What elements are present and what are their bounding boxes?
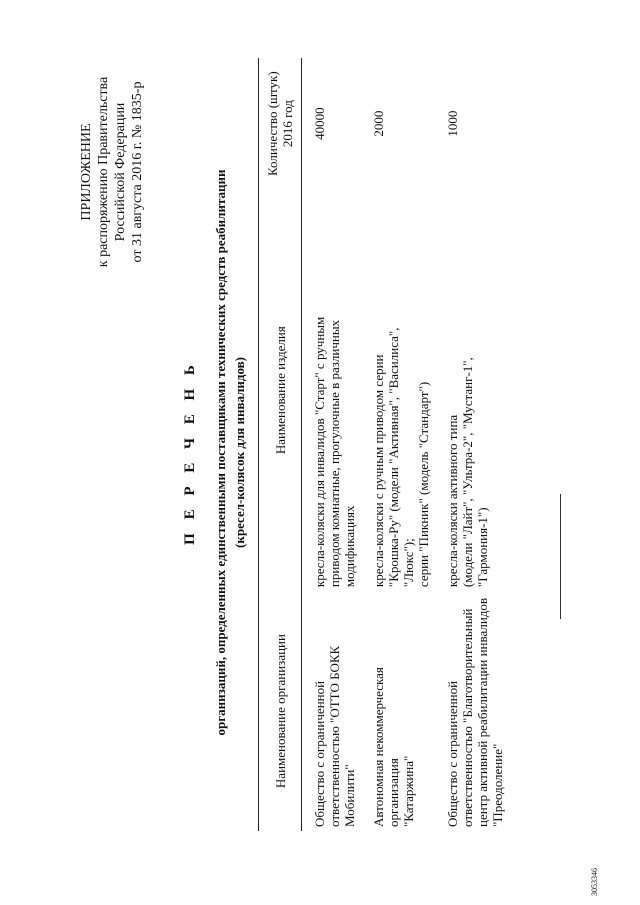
product-line: приводом комнатные, прогулочные в различных (327, 319, 342, 588)
header-qty (259, 58, 302, 189)
qty-cell: 2000 (371, 110, 386, 137)
product-line: "Люкс"); (401, 538, 416, 588)
org-line: Мобилити" (342, 764, 357, 827)
qty-cell: 1000 (445, 110, 460, 137)
org-cell (361, 591, 435, 831)
product-cell (302, 189, 362, 591)
product-line: модификациях (342, 505, 357, 588)
org-cell (435, 591, 509, 831)
product-line: "Крошка-Ру" (модели "Активная", "Василиса", (386, 327, 401, 588)
org-cell (302, 591, 362, 831)
header-product: Наименование изделия (259, 189, 302, 591)
document-title: П Е Р Е Ч Е Н Ь (182, 360, 198, 545)
appendix-block (78, 27, 146, 317)
appendix-line: к распоряжению Правительства (96, 76, 111, 268)
qty-cell: 40000 (312, 107, 327, 140)
document-number: 3053346 (590, 868, 599, 896)
table-header-row (259, 58, 302, 831)
header-qty-year: 2016 год (280, 100, 295, 148)
product-cell (361, 189, 435, 591)
product-cell (435, 189, 509, 591)
document-subtitle: организаций, определенных единственными поставщиками технических средств реабилитации (213, 169, 228, 736)
header-org: Наименование организации (259, 591, 302, 831)
appendix-line: Российской Федерации (113, 102, 128, 242)
table-row (361, 58, 435, 831)
appendix-line: от 31 августа 2016 г. № 1835-р (130, 81, 145, 263)
table-row (302, 58, 362, 831)
product-line: (модели "Лайт", "Ультра-2", "Мустанг-1", (460, 357, 475, 588)
org-line: "Катаржина" (401, 755, 416, 827)
org-line: Общество с ограниченной (312, 680, 327, 827)
product-line: кресла-коляски для инвалидов "Старт" с ручным (312, 316, 327, 588)
org-line: Автономная некоммерческая организация (371, 667, 401, 827)
table-row (435, 58, 509, 831)
separator-line (560, 494, 561, 619)
product-line: кресла-коляски с ручным приводом серии (371, 354, 386, 588)
product-line: "Гармония-1") (475, 507, 490, 588)
product-line: кресла-коляски активного типа (445, 414, 460, 588)
document-subtitle-2: (кресел-колясок для инвалидов) (232, 357, 247, 548)
org-line: центр активной реабилитации инвалидов (475, 597, 490, 827)
header-qty-line: Количество (штук) (265, 71, 280, 176)
appendix-title: ПРИЛОЖЕНИЕ (79, 123, 94, 221)
product-line: серии "Пикник" (модель "Стандарт") (416, 381, 431, 588)
suppliers-table (258, 58, 509, 831)
org-line: ответственностью "Благотворительный (460, 608, 475, 827)
org-line: ответственностью "ОТТО БОКК (327, 645, 342, 827)
org-line: Общество с ограниченной (445, 680, 460, 827)
org-line: "Преодоление" (490, 743, 505, 827)
